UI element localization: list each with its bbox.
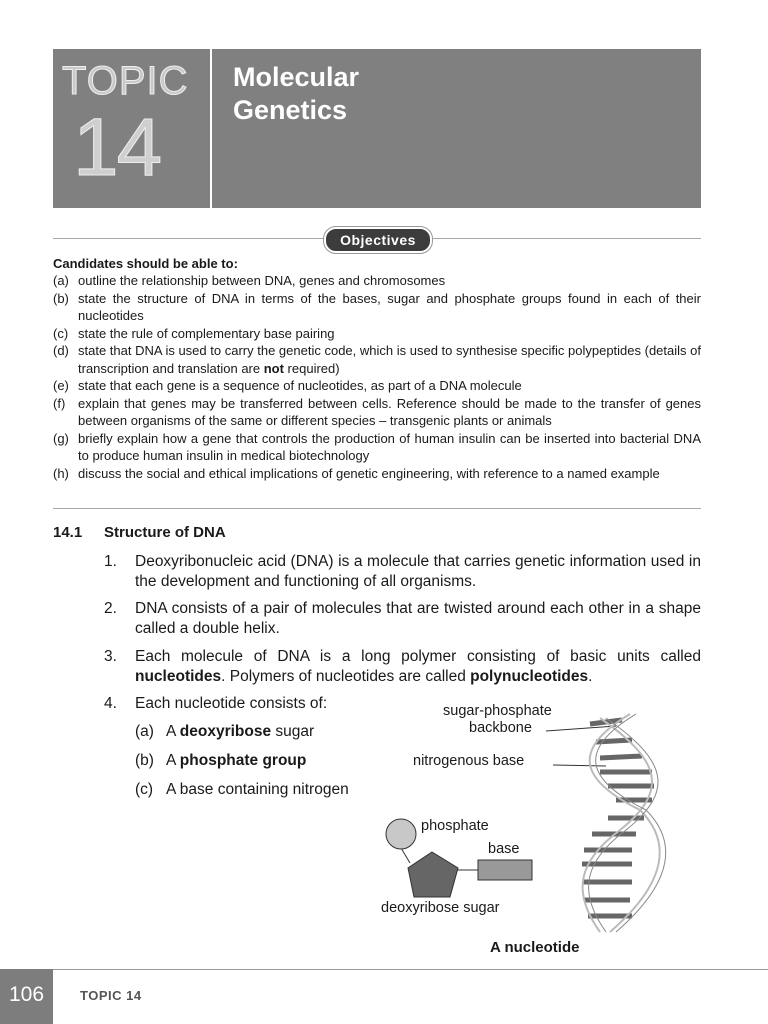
topic-header xyxy=(53,49,701,208)
objective-text: state that each gene is a sequence of nucleotides, as part of a DNA molecule xyxy=(78,378,522,393)
objective-label: (b) xyxy=(53,290,69,306)
point-text: Each molecule of DNA is a long polymer consisting of basic units called nucleotides. Polymers of nucleotides are called polynucleotides. xyxy=(135,648,701,685)
point-text: DNA consists of a pair of molecules that are twisted around each other in a shape called a double helix. xyxy=(135,600,701,637)
subpoint-c xyxy=(135,781,349,799)
point-text: Each nucleotide consists of: xyxy=(135,695,328,712)
objectives-badge: Objectives xyxy=(324,227,432,253)
page-number: 106 xyxy=(0,969,53,1024)
point-1 xyxy=(104,552,701,591)
section-title: Structure of DNA xyxy=(104,524,226,541)
dna-helix-diagram xyxy=(546,714,666,932)
label-deoxyribose-sugar: deoxyribose sugar xyxy=(381,900,500,916)
phosphate-circle xyxy=(386,819,416,849)
objective-label: (g) xyxy=(53,430,69,446)
label-backbone-2: backbone xyxy=(469,720,532,736)
objective-label: (h) xyxy=(53,465,69,481)
footer-rule xyxy=(0,969,768,970)
objective-text: state the structure of DNA in terms of the bases, sugar and phosphate groups found in each of their nucleotides xyxy=(78,290,701,323)
objective-text: briefly explain how a gene that controls the production of human insulin can be inserted into bacterial DNA to produce human insulin in medical biotechnology xyxy=(78,430,701,463)
point-number: 4. xyxy=(104,695,117,712)
subpoint-text: A base containing nitrogen xyxy=(166,781,349,798)
objective-item xyxy=(53,430,701,465)
label-phosphate: phosphate xyxy=(421,818,489,834)
objective-item xyxy=(53,325,701,343)
objective-text: explain that genes may be transferred between cells. Reference should be made to the transfer of genes between organisms of the same or different species – transgenic plants or animals xyxy=(78,395,701,428)
header-divider xyxy=(210,49,212,208)
point-text: Deoxyribonucleic acid (DNA) is a molecule that carries genetic information used in the development and functioning of all organisms. xyxy=(135,553,701,590)
subpoint-a xyxy=(135,723,314,741)
base-rectangle xyxy=(478,860,532,880)
objective-label: (e) xyxy=(53,378,69,393)
objective-label: (a) xyxy=(53,273,69,288)
subpoint-text: A deoxyribose sugar xyxy=(166,723,315,740)
objective-item xyxy=(53,342,701,377)
point-3 xyxy=(104,647,701,686)
objective-item xyxy=(53,290,701,325)
figure-caption: A nucleotide xyxy=(490,939,580,956)
subpoint-b xyxy=(135,752,306,770)
subpoint-label: (b) xyxy=(135,752,154,769)
objective-label: (c) xyxy=(53,325,69,341)
point-number: 1. xyxy=(104,553,117,570)
objective-text: discuss the social and ethical implications of genetic engineering, with reference to a named example xyxy=(78,465,660,481)
topic-title: Molecular Genetics xyxy=(233,62,360,125)
point-number: 3. xyxy=(104,648,117,665)
label-nitrogenous-base: nitrogenous base xyxy=(413,753,525,769)
objectives-end-rule xyxy=(53,508,701,509)
objective-item xyxy=(53,377,701,395)
objective-label: (f) xyxy=(53,395,66,411)
point-number: 2. xyxy=(104,600,117,617)
subpoint-label: (a) xyxy=(135,723,154,740)
footer-topic: TOPIC 14 xyxy=(80,988,142,1003)
objective-item xyxy=(53,272,701,290)
sugar-pentagon xyxy=(408,852,458,897)
section-number: 14.1 xyxy=(53,524,83,541)
topic-word: TOPIC xyxy=(62,59,189,103)
objective-text: state the rule of complementary base pairing xyxy=(78,325,335,341)
objective-item xyxy=(53,465,701,483)
point-4 xyxy=(104,694,364,714)
objective-label: (d) xyxy=(53,343,69,358)
subpoint-label: (c) xyxy=(135,781,154,798)
subpoint-text: A phosphate group xyxy=(166,752,307,769)
objective-text: outline the relationship between DNA, genes and chromosomes xyxy=(78,273,446,288)
label-base: base xyxy=(488,841,520,857)
objective-item xyxy=(53,395,701,430)
topic-number: 14 xyxy=(73,102,161,193)
label-backbone-1: sugar-phosphate xyxy=(443,703,552,719)
objectives-list xyxy=(53,272,701,482)
objectives-intro: Candidates should be able to: xyxy=(53,256,238,271)
point-2 xyxy=(104,599,701,638)
objective-text: state that DNA is used to carry the genetic code, which is used to synthesise specific polypeptides (details of transcription and translation are not required) xyxy=(78,343,701,376)
